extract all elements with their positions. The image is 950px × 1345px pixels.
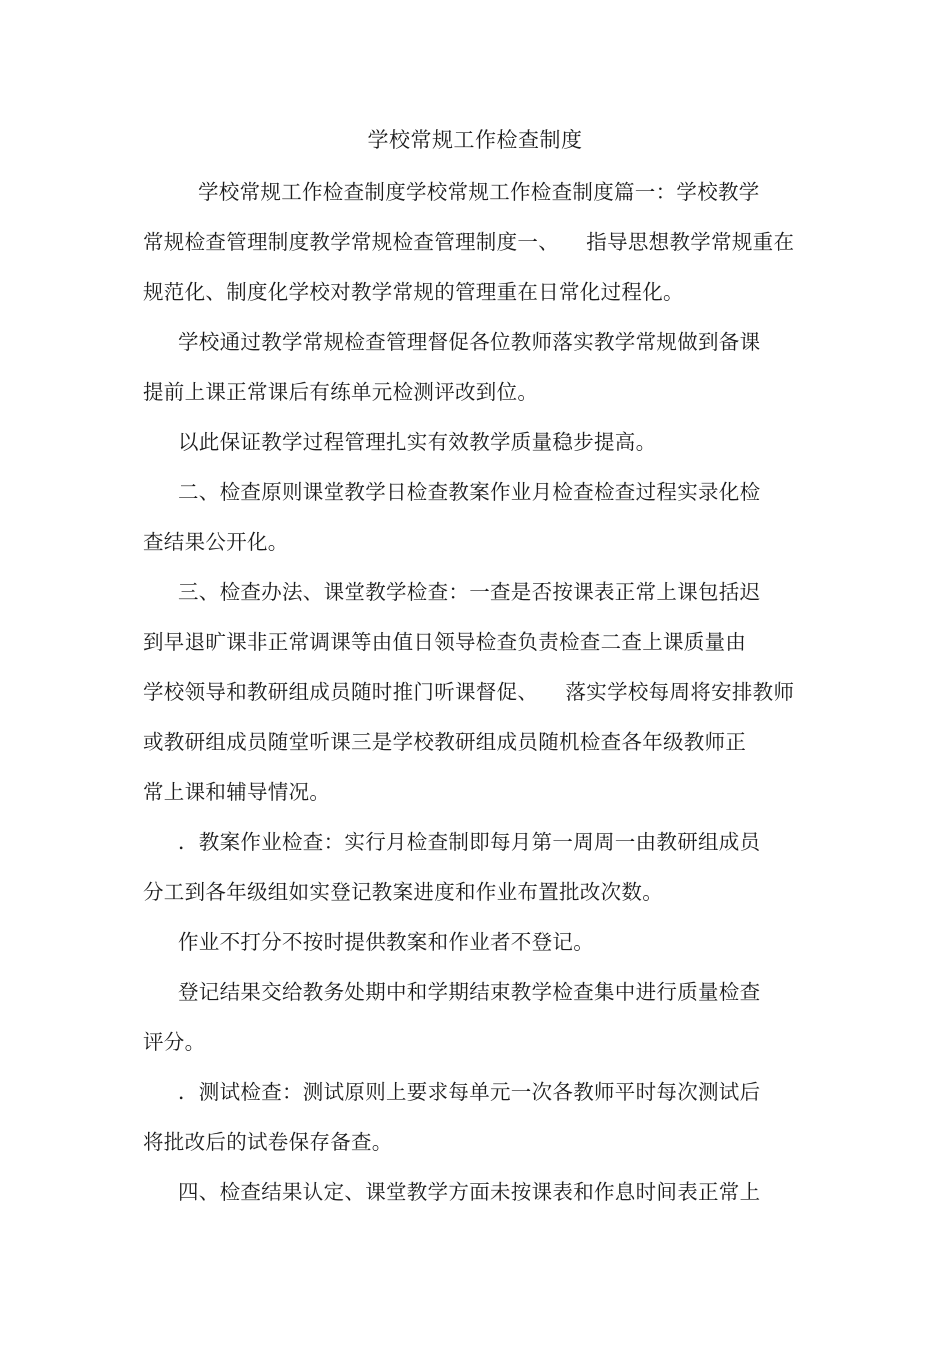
- body-line: 四、检查结果认定、课堂教学方面未按课表和作息时间表正常上: [178, 1180, 761, 1204]
- body-line: 学校通过教学常规检查管理督促各位教师落实教学常规做到备课: [178, 330, 761, 354]
- body-line: 常上课和辅导情况。: [143, 780, 331, 804]
- body-line: 以此保证教学过程管理扎实有效教学质量稳步提高。: [178, 430, 657, 454]
- body-line: 评分。: [143, 1030, 206, 1054]
- body-line: 规范化、制度化学校对教学常规的管理重在日常化过程化。: [143, 280, 684, 304]
- body-line: 作业不打分不按时提供教案和作业者不登记。: [178, 930, 594, 954]
- body-line: 将批改后的试卷保存备查。: [143, 1130, 393, 1154]
- body-line: 提前上课正常课后有练单元检测评改到位。: [143, 380, 539, 404]
- document-title: 学校常规工作检查制度: [367, 128, 583, 152]
- body-line: ．教案作业检查：实行月检查制即每月第一周周一由教研组成员: [178, 830, 761, 854]
- body-line: 常规检查管理制度教学常规检查管理制度一、 指导思想教学常规重在: [143, 230, 795, 254]
- body-line: 三、检查办法、课堂教学检查：一查是否按课表正常上课包括迟: [178, 580, 761, 604]
- body-line: 登记结果交给教务处期中和学期结束教学检查集中进行质量检查: [178, 980, 761, 1004]
- body-line: 查结果公开化。: [143, 530, 289, 554]
- body-line: 分工到各年级组如实登记教案进度和作业布置批改次数。: [143, 880, 663, 904]
- body-line: ．测试检查：测试原则上要求每单元一次各教师平时每次测试后: [178, 1080, 761, 1104]
- body-line: 学校领导和教研组成员随时推门听课督促、 落实学校每周将安排教师: [143, 680, 795, 704]
- body-line: 二、检查原则课堂教学日检查教案作业月检查检查过程实录化检: [178, 480, 761, 504]
- body-line: 或教研组成员随堂听课三是学校教研组成员随机检查各年级教师正: [143, 730, 747, 754]
- body-line: 到早退旷课非正常调课等由值日领导检查负责检查二查上课质量由: [143, 630, 747, 654]
- body-line: 学校常规工作检查制度学校常规工作检查制度篇一：学校教学: [198, 180, 760, 204]
